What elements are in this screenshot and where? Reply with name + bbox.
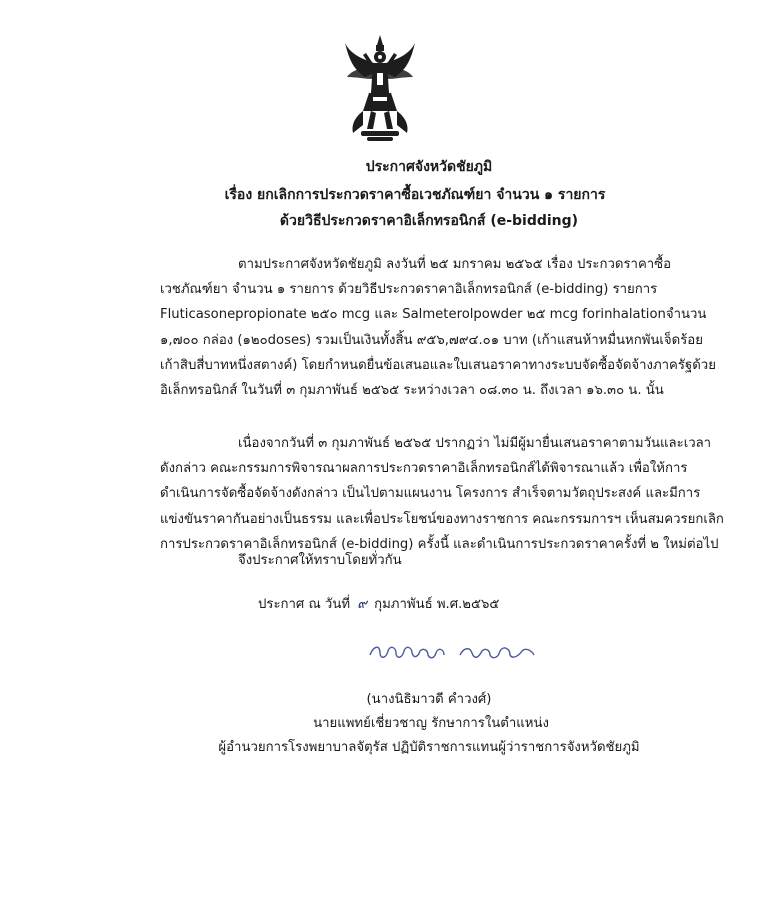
paragraph-line: ตามประกาศจังหวัดชัยภูมิ ลงวันที่ ๒๕ มกราคม ๒๕๖๕ เรื่อง ประกวดราคาซื้อ bbox=[238, 257, 672, 272]
signer-position: นายแพทย์เชี่ยวชาญ รักษาการในตำแหน่ง bbox=[313, 716, 549, 731]
garuda-emblem-icon bbox=[343, 33, 417, 143]
closing-statement: จึงประกาศให้ทราบโดยทั่วกัน bbox=[238, 553, 402, 568]
paragraph-original-announcement bbox=[160, 252, 716, 403]
paragraph-line: การประกวดราคาอิเล็กทรอนิกส์ (e-bidding) ครั้งนี้ และดำเนินการประกวดราคาครั้งที่ ๒ ใหม่ต่อไป bbox=[160, 536, 719, 552]
date-day-handwritten: ๙ bbox=[357, 597, 367, 612]
announcement-title: ประกาศจังหวัดชัยภูมิ bbox=[365, 159, 493, 175]
paragraph-line: เนื่องจากวันที่ ๓ กุมภาพันธ์ ๒๕๖๕ ปรากฏว่า ไม่มีผู้มายื่นเสนอราคาตามวันและเวลา bbox=[238, 436, 712, 451]
signer-acting-role: ผู้อำนวยการโรงพยาบาลจัตุรัส ปฏิบัติราชการแทนผู้ว่าราชการจังหวัดชัยภูมิ bbox=[218, 740, 640, 755]
announcement-subject: เรื่อง ยกเลิกการประกวดราคาซื้อเวชภัณฑ์ยา จำนวน ๑ รายการ bbox=[224, 187, 606, 203]
signer-name: (นางนิธิมาวดี คำวงศ์) bbox=[366, 692, 492, 707]
paragraph-line: เวชภัณฑ์ยา จำนวน ๑ รายการ ด้วยวิธีประกวดราคาอิเล็กทรอนิกส์ (e-bidding) รายการ bbox=[160, 282, 658, 298]
date-prefix: ประกาศ ณ วันที่ bbox=[258, 597, 351, 612]
paragraph-line: อิเล็กทรอนิกส์ ในวันที่ ๓ กุมภาพันธ์ ๒๕๖๕ ระหว่างเวลา ๐๘.๓๐ น. ถึงเวลา ๑๖.๓๐ น. นั้น bbox=[160, 383, 664, 399]
paragraph-line: แข่งขันราคากันอย่างเป็นธรรม และเพื่อประโยชน์ของทางราชการ คณะกรรมการฯ เห็นสมควรยกเลิก bbox=[160, 511, 724, 527]
announcement-method: ด้วยวิธีประกวดราคาอิเล็กทรอนิกส์ (e-bidding) bbox=[279, 213, 579, 229]
paragraph-line: เก้าสิบสี่บาทหนึ่งสตางค์) โดยกำหนดยื่นข้อเสนอและใบเสนอราคาทางระบบจัดซื้อจัดจ้างภาครัฐด้วย bbox=[160, 357, 716, 373]
paragraph-line: ดำเนินการจัดซื้อจัดจ้างดังกล่าว เป็นไปตามแผนงาน โครงการ สำเร็จตามวัตถุประสงค์ และมีการ bbox=[160, 486, 701, 502]
paragraph-line: Fluticasonepropionate ๒๕๐ mcg และ Salmeterolpowder ๒๕ mcg forinhalationจำนวน bbox=[160, 307, 707, 323]
paragraph-line: ดังกล่าว คณะกรรมการพิจารณาผลการประกวดราคาอิเล็กทรอนิกส์ได้พิจารณาแล้ว เพื่อให้การ bbox=[160, 461, 688, 477]
date-suffix: กุมภาพันธ์ พ.ศ.๒๕๖๕ bbox=[374, 597, 500, 612]
paragraph-line: ๑,๗๐๐ กล่อง (๑๒๐doses) รวมเป็นเงินทั้งสิ้น ๙๕๖,๗๙๔.๐๑ บาท (เก้าแสนห้าหมื่นหกพันเจ็ดร้อย bbox=[160, 332, 703, 348]
paragraph-cancellation-reason bbox=[160, 431, 724, 557]
announcement-date bbox=[258, 593, 499, 614]
handwritten-signature bbox=[368, 641, 538, 665]
